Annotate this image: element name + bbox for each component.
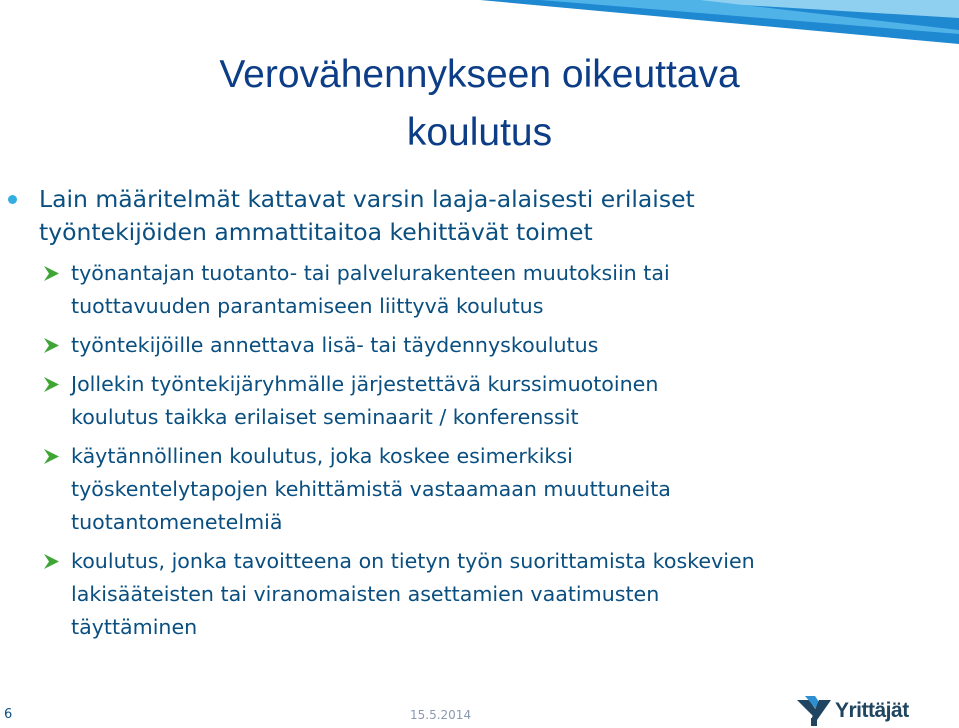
sub-bullet-text-line: työntekijöille annettava lisä- tai täydennyskoulutus: [71, 333, 599, 357]
slide-title-line: koulutus: [406, 111, 553, 154]
yrittajat-logo-mark-icon: [795, 696, 833, 726]
arrowhead-icon: [43, 265, 60, 282]
page-number: 6: [4, 707, 13, 722]
arrowhead-icon: [43, 448, 60, 465]
arrowhead-icon: [43, 376, 60, 393]
bullet-text-line: työntekijöiden ammattitaitoa kehittävät toimet: [39, 218, 593, 246]
sub-bullet-text-line: koulutus, jonka tavoitteena on tietyn työn suorittamista koskevien: [71, 549, 755, 573]
sub-bullet-text-line: tuottavuuden parantamiseen liittyvä koulutus: [71, 294, 544, 318]
arrowhead-icon: [43, 337, 60, 354]
main-bullet: [8, 183, 953, 249]
sub-bullet-text-line: lakisääteisten tai viranomaisten asettamien vaatimusten: [71, 582, 660, 606]
sub-bullet: [8, 545, 953, 644]
sub-bullet: [8, 329, 953, 362]
slide-title: [0, 46, 959, 162]
sub-bullet-text-line: työnantajan tuotanto- tai palvelurakenteen muutoksiin tai: [71, 261, 670, 285]
sub-bullet-text-line: täyttäminen: [71, 615, 198, 639]
sub-bullet: [8, 257, 953, 323]
round-bullet-icon: [8, 195, 17, 204]
sub-bullet-text-line: käytännöllinen koulutus, joka koskee esimerkiksi: [71, 444, 573, 468]
arrowhead-icon: [43, 553, 60, 570]
sub-bullet: [8, 368, 953, 434]
footer-date: 15.5.2014: [410, 708, 472, 722]
sub-bullet-text-line: Jollekin työntekijäryhmälle järjestettävä kurssimuotoinen: [71, 372, 659, 396]
slide-title-line: Verovähennykseen oikeuttava: [219, 53, 740, 96]
sub-bullet-text-line: tuotantomenetelmiä: [71, 510, 283, 534]
sub-bullet-text-line: koulutus taikka erilaiset seminaarit / konferenssit: [71, 405, 579, 429]
sub-bullet: [8, 440, 953, 539]
yrittajat-logo: [795, 696, 950, 726]
sub-bullet-text-line: työskentelytapojen kehittämistä vastaamaan muuttuneita: [71, 477, 671, 501]
bullet-text-line: Lain määritelmät kattavat varsin laaja-alaisesti erilaiset: [39, 185, 695, 213]
logo-text: Yrittäjät: [835, 699, 909, 722]
slide-content: [8, 183, 953, 650]
